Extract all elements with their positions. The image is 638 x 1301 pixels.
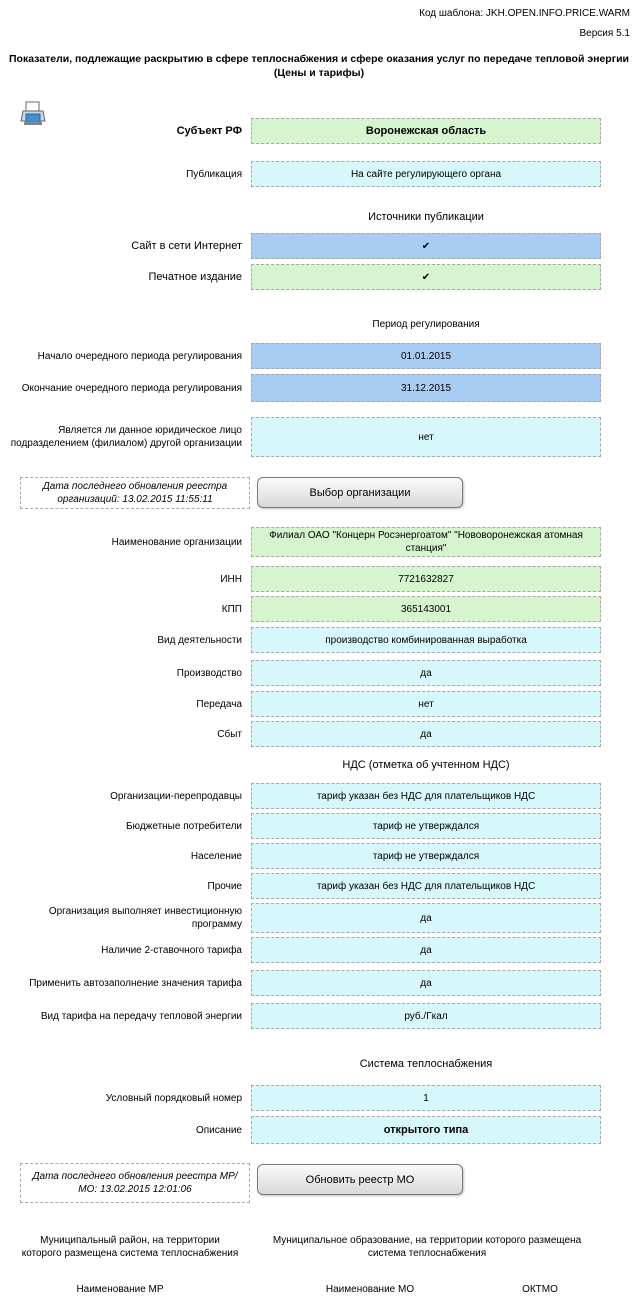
transfer-field[interactable]: нет — [251, 691, 601, 717]
system-number-field[interactable]: 1 — [251, 1085, 601, 1111]
system-heading: Система теплоснабжения — [359, 1058, 493, 1070]
mo-caption: Муниципальное образование, на территории которого размещена система теплоснабжения — [272, 1235, 582, 1259]
internet-label: Сайт в сети Интернет — [131, 239, 242, 252]
checkmark-icon: ✔ — [421, 271, 431, 283]
production-label: Производство — [176, 667, 242, 679]
internet-checkbox[interactable] — [251, 233, 601, 259]
transfer-label: Передача — [196, 698, 242, 710]
production-field[interactable]: да — [251, 660, 601, 686]
column-mr-name: Наименование МР — [76, 1284, 164, 1295]
update-mo-registry-button[interactable]: Обновить реестр МО — [257, 1164, 463, 1195]
subject-label: Субъект РФ — [176, 124, 242, 137]
period-start-field[interactable]: 01.01.2015 — [251, 343, 601, 369]
column-oktmo: ОКТМО — [522, 1284, 558, 1295]
period-end-field[interactable]: 31.12.2015 — [251, 374, 601, 402]
org-name-label: Наименование организации — [111, 536, 242, 548]
publication-label: Публикация — [186, 168, 242, 180]
branch-field[interactable]: нет — [251, 417, 601, 457]
branch-label: Является ли данное юридическое лицо подразделением (филиалом) другой организации — [10, 425, 242, 449]
inn-field[interactable]: 7721632827 — [251, 566, 601, 592]
two-rate-label: Наличие 2-ставочного тарифа — [101, 944, 242, 956]
sources-heading: Источники публикации — [368, 211, 484, 223]
tariff-type-label: Вид тарифа на передачу тепловой энергии — [40, 1010, 242, 1022]
tariff-type-field[interactable]: руб./Гкал — [251, 1003, 601, 1029]
org-name-field[interactable]: Филиал ОАО "Концерн Росэнергоатом" "Нововоронежская атомная станция" — [251, 527, 601, 557]
mr-caption: Муниципальный район, на территории которого размещена система теплоснабжения — [21, 1235, 239, 1259]
kpp-label: КПП — [221, 603, 242, 615]
invest-label: Организация выполняет инвестиционную программу — [48, 906, 242, 930]
system-number-label: Условный порядковый номер — [105, 1092, 242, 1104]
system-desc-field[interactable]: открытого типа — [251, 1116, 601, 1144]
two-rate-field[interactable]: да — [251, 937, 601, 963]
other-label: Прочие — [207, 880, 242, 892]
other-field[interactable]: тариф указан без НДС для плательщиков НДС — [251, 873, 601, 899]
budget-field[interactable]: тариф не утверждался — [251, 813, 601, 839]
checkmark-icon: ✔ — [421, 240, 431, 252]
sales-field[interactable]: да — [251, 721, 601, 747]
inn-label: ИНН — [220, 573, 242, 585]
resellers-label: Организации-перепродавцы — [110, 790, 242, 802]
template-code: Код шаблона: JKH.OPEN.INFO.PRICE.WARM — [419, 8, 630, 19]
period-heading: Период регулирования — [372, 319, 480, 330]
print-edition-label: Печатное издание — [148, 270, 242, 283]
vat-heading: НДС (отметка об учтенном НДС) — [342, 759, 510, 771]
sales-label: Сбыт — [217, 728, 242, 740]
population-label: Население — [190, 850, 242, 862]
resellers-field[interactable]: тариф указан без НДС для плательщиков НДС — [251, 783, 601, 809]
subject-field[interactable]: Воронежская область — [251, 118, 601, 144]
select-organization-button[interactable]: Выбор организации — [257, 477, 463, 508]
activity-label: Вид деятельности — [157, 634, 242, 646]
autofill-label: Применить автозаполнение значения тарифа — [29, 977, 242, 989]
period-start-label: Начало очередного периода регулирования — [37, 350, 242, 362]
kpp-field[interactable]: 365143001 — [251, 596, 601, 622]
invest-field[interactable]: да — [251, 903, 601, 933]
org-registry-updated: Дата последнего обновления реестра организаций: 13.02.2015 11:55:11 — [20, 477, 250, 509]
system-desc-label: Описание — [195, 1124, 242, 1136]
budget-label: Бюджетные потребители — [125, 820, 242, 832]
autofill-field[interactable]: да — [251, 970, 601, 996]
page-title: Показатели, подлежащие раскрытию в сфере теплоснабжения и сфере оказания услуг по передаче тепловой энергии (Цены и тарифы) — [8, 53, 629, 79]
mo-registry-updated: Дата последнего обновления реестра МР/МО: 13.02.2015 12:01:06 — [20, 1163, 250, 1203]
activity-field[interactable]: производство комбинированная выработка — [251, 627, 601, 653]
version-label: Версия 5.1 — [579, 28, 630, 39]
column-mo-name: Наименование МО — [325, 1284, 415, 1295]
print-edition-checkbox[interactable] — [251, 264, 601, 290]
population-field[interactable]: тариф не утверждался — [251, 843, 601, 869]
publication-field[interactable]: На сайте регулирующего органа — [251, 161, 601, 187]
period-end-label: Окончание очередного периода регулирования — [21, 382, 242, 394]
